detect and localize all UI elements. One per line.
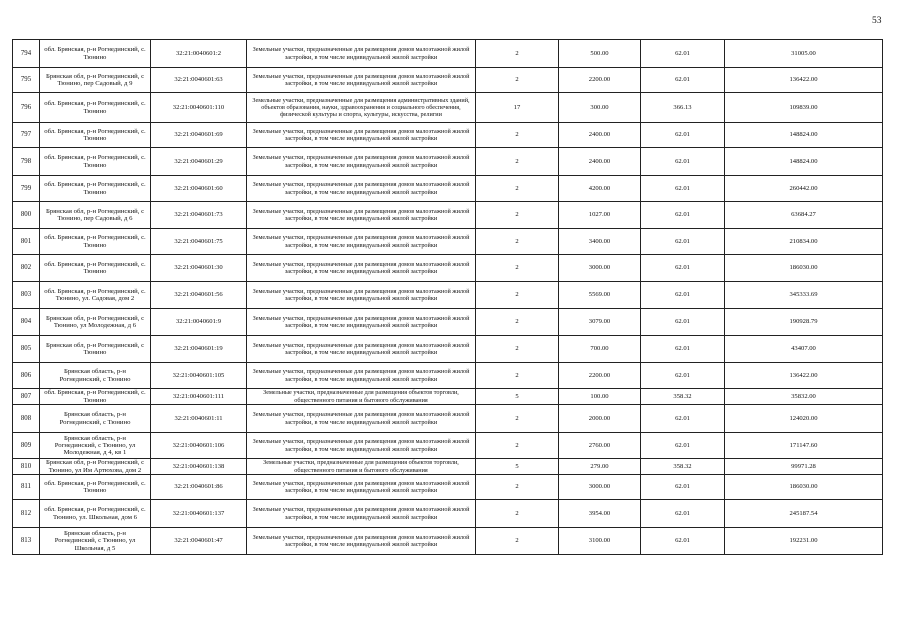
specific-value-cell: 62.01	[641, 309, 725, 336]
land-use-cell: Земельные участки, предназначенные для размещения домов малоэтажной жилой застройки, в том числе индивидуальной жилой застройки	[247, 475, 476, 500]
area-cell: 2400.00	[559, 148, 641, 176]
row-number: 795	[13, 68, 40, 93]
group-cell: 2	[476, 255, 559, 282]
cadastral-value-cell: 35832.00	[725, 389, 883, 405]
cadastral-number-cell: 32:21:0040601:60	[151, 176, 247, 202]
area-cell: 3400.00	[559, 229, 641, 255]
cadastral-value-cell: 260442.00	[725, 176, 883, 202]
group-cell: 2	[476, 433, 559, 459]
address-cell: обл. Брянская, р-н Рогнединский, с. Тюнино, ул. Садовая, дом 2	[40, 282, 151, 309]
group-cell: 2	[476, 405, 559, 433]
table-row	[13, 40, 883, 68]
address-cell: Брянская обл, р-н Рогнединский, с Тюнино, пер Садовый, д 9	[40, 68, 151, 93]
table-row	[13, 148, 883, 176]
address-cell: обл. Брянская, р-н Рогнединский, с. Тюнино	[40, 148, 151, 176]
area-cell: 3954.00	[559, 500, 641, 528]
row-number: 804	[13, 309, 40, 336]
group-cell: 2	[476, 282, 559, 309]
cadastral-value-cell: 171147.60	[725, 433, 883, 459]
row-number: 812	[13, 500, 40, 528]
cadastral-value-cell: 63684.27	[725, 202, 883, 229]
address-cell: Брянская область, р-н Рогнединский, с Тюнино	[40, 363, 151, 389]
address-cell: обл. Брянская, р-н Рогнединский, с. Тюнино	[40, 93, 151, 123]
table-row	[13, 459, 883, 475]
row-number: 794	[13, 40, 40, 68]
area-cell: 700.00	[559, 336, 641, 363]
table-row	[13, 433, 883, 459]
specific-value-cell: 62.01	[641, 68, 725, 93]
address-cell: обл. Брянская, р-н Рогнединский, с. Тюнино	[40, 176, 151, 202]
specific-value-cell: 366.13	[641, 93, 725, 123]
land-use-cell: Земельные участки, предназначенные для размещения домов малоэтажной жилой застройки, в том числе индивидуальной жилой застройки	[247, 433, 476, 459]
row-number: 813	[13, 528, 40, 555]
area-cell: 1027.00	[559, 202, 641, 229]
land-use-cell: Земельные участки, предназначенные для размещения объектов торговли, общественного питания и бытового обслуживания	[247, 459, 476, 475]
specific-value-cell: 358.32	[641, 389, 725, 405]
area-cell: 3079.00	[559, 309, 641, 336]
area-cell: 3100.00	[559, 528, 641, 555]
address-cell: Брянская область, р-н Рогнединский, с Тюнино	[40, 405, 151, 433]
cadastral-value-cell: 345333.69	[725, 282, 883, 309]
table-row	[13, 500, 883, 528]
group-cell: 2	[476, 528, 559, 555]
row-number: 797	[13, 123, 40, 148]
cadastral-value-cell: 109839.00	[725, 93, 883, 123]
row-number: 805	[13, 336, 40, 363]
row-number: 802	[13, 255, 40, 282]
address-cell: обл. Брянская, р-н Рогнединский, с. Тюнино	[40, 255, 151, 282]
table-row	[13, 68, 883, 93]
cadastral-number-cell: 32:21:0040601:86	[151, 475, 247, 500]
row-number: 798	[13, 148, 40, 176]
land-use-cell: Земельные участки, предназначенные для размещения домов малоэтажной жилой застройки, в том числе индивидуальной жилой застройки	[247, 363, 476, 389]
area-cell: 4200.00	[559, 176, 641, 202]
specific-value-cell: 62.01	[641, 176, 725, 202]
cadastral-number-cell: 32:21:0040601:56	[151, 282, 247, 309]
cadastral-number-cell: 32:21:0040601:11	[151, 405, 247, 433]
group-cell: 17	[476, 93, 559, 123]
table-row	[13, 123, 883, 148]
land-use-cell: Земельные участки, предназначенные для размещения домов малоэтажной жилой застройки, в том числе индивидуальной жилой застройки	[247, 202, 476, 229]
group-cell: 2	[476, 309, 559, 336]
row-number: 807	[13, 389, 40, 405]
cadastral-number-cell: 32:21:0040601:69	[151, 123, 247, 148]
specific-value-cell: 62.01	[641, 405, 725, 433]
address-cell: Брянская обл, р-н Рогнединский, с Тюнино, ул Им Артюхова, дом 2	[40, 459, 151, 475]
table-body	[13, 40, 883, 555]
row-number: 800	[13, 202, 40, 229]
specific-value-cell: 62.01	[641, 433, 725, 459]
group-cell: 2	[476, 68, 559, 93]
group-cell: 2	[476, 123, 559, 148]
address-cell: обл. Брянская, р-н Рогнединский, с. Тюнино	[40, 229, 151, 255]
cadastral-number-cell: 32:21:0040601:47	[151, 528, 247, 555]
cadastral-number-cell: 32:21:0040601:111	[151, 389, 247, 405]
cadastral-value-cell: 136422.00	[725, 363, 883, 389]
specific-value-cell: 62.01	[641, 148, 725, 176]
cadastral-number-cell: 32:21:0040601:2	[151, 40, 247, 68]
specific-value-cell: 62.01	[641, 202, 725, 229]
row-number: 803	[13, 282, 40, 309]
cadastral-number-cell: 32:21:0040601:73	[151, 202, 247, 229]
cadastral-number-cell: 32:21:0040601:29	[151, 148, 247, 176]
cadastral-number-cell: 32:21:0040601:110	[151, 93, 247, 123]
group-cell: 5	[476, 389, 559, 405]
table-row	[13, 528, 883, 555]
specific-value-cell: 62.01	[641, 40, 725, 68]
group-cell: 2	[476, 500, 559, 528]
cadastral-number-cell: 32:21:0040601:9	[151, 309, 247, 336]
specific-value-cell: 62.01	[641, 255, 725, 282]
land-use-cell: Земельные участки, предназначенные для размещения домов малоэтажной жилой застройки, в том числе индивидуальной жилой застройки	[247, 40, 476, 68]
cadastral-value-cell: 43407.00	[725, 336, 883, 363]
specific-value-cell: 62.01	[641, 282, 725, 309]
specific-value-cell: 62.01	[641, 528, 725, 555]
table-row	[13, 202, 883, 229]
group-cell: 2	[476, 336, 559, 363]
address-cell: Брянская обл, р-н Рогнединский, с Тюнино, пер Садовый, д 6	[40, 202, 151, 229]
area-cell: 5569.00	[559, 282, 641, 309]
table-row	[13, 363, 883, 389]
row-number: 810	[13, 459, 40, 475]
group-cell: 5	[476, 459, 559, 475]
address-cell: обл. Брянская, р-н Рогнединский, с. Тюнино	[40, 389, 151, 405]
area-cell: 100.00	[559, 389, 641, 405]
group-cell: 2	[476, 148, 559, 176]
land-use-cell: Земельные участки, предназначенные для размещения домов малоэтажной жилой застройки, в том числе индивидуальной жилой застройки	[247, 282, 476, 309]
land-use-cell: Земельные участки, предназначенные для размещения домов малоэтажной жилой застройки, в том числе индивидуальной жилой застройки	[247, 528, 476, 555]
cadastral-number-cell: 32:21:0040601:138	[151, 459, 247, 475]
land-use-cell: Земельные участки, предназначенные для размещения объектов торговли, общественного питания и бытового обслуживания	[247, 389, 476, 405]
group-cell: 2	[476, 363, 559, 389]
cadastral-number-cell: 32:21:0040601:30	[151, 255, 247, 282]
area-cell: 3000.00	[559, 255, 641, 282]
table-row	[13, 475, 883, 500]
address-cell: обл. Брянская, р-н Рогнединский, с. Тюнино, ул. Школьная, дом 6	[40, 500, 151, 528]
cadastral-value-cell: 192231.00	[725, 528, 883, 555]
address-cell: обл. Брянская, р-н Рогнединский, с. Тюнино	[40, 40, 151, 68]
land-use-cell: Земельные участки, предназначенные для размещения домов малоэтажной жилой застройки, в том числе индивидуальной жилой застройки	[247, 229, 476, 255]
cadastral-number-cell: 32:21:0040601:19	[151, 336, 247, 363]
table-row	[13, 405, 883, 433]
row-number: 809	[13, 433, 40, 459]
specific-value-cell: 62.01	[641, 229, 725, 255]
area-cell: 3000.00	[559, 475, 641, 500]
row-number: 811	[13, 475, 40, 500]
area-cell: 300.00	[559, 93, 641, 123]
area-cell: 2200.00	[559, 68, 641, 93]
specific-value-cell: 358.32	[641, 459, 725, 475]
address-cell: обл. Брянская, р-н Рогнединский, с. Тюнино	[40, 123, 151, 148]
cadastral-value-cell: 186030.00	[725, 255, 883, 282]
cadastral-value-cell: 210834.00	[725, 229, 883, 255]
address-cell: Брянская область, р-н Рогнединский, с Тюнино, ул Школьная, д 5	[40, 528, 151, 555]
area-cell: 500.00	[559, 40, 641, 68]
land-use-cell: Земельные участки, предназначенные для размещения домов малоэтажной жилой застройки, в том числе индивидуальной жилой застройки	[247, 336, 476, 363]
address-cell: Брянская область, р-н Рогнединский, с Тюнино, ул Молодежная, д 4, кв 1	[40, 433, 151, 459]
cadastral-number-cell: 32:21:0040601:63	[151, 68, 247, 93]
land-plots-table	[12, 39, 883, 555]
cadastral-value-cell: 31005.00	[725, 40, 883, 68]
row-number: 799	[13, 176, 40, 202]
row-number: 796	[13, 93, 40, 123]
table-row	[13, 93, 883, 123]
area-cell: 2760.00	[559, 433, 641, 459]
area-cell: 2400.00	[559, 123, 641, 148]
cadastral-value-cell: 148824.00	[725, 123, 883, 148]
cadastral-number-cell: 32:21:0040601:137	[151, 500, 247, 528]
cadastral-number-cell: 32:21:0040601:106	[151, 433, 247, 459]
row-number: 801	[13, 229, 40, 255]
table-row	[13, 309, 883, 336]
cadastral-value-cell: 190928.79	[725, 309, 883, 336]
group-cell: 2	[476, 40, 559, 68]
table-row	[13, 229, 883, 255]
table-row	[13, 282, 883, 309]
cadastral-number-cell: 32:21:0040601:105	[151, 363, 247, 389]
cadastral-value-cell: 136422.00	[725, 68, 883, 93]
cadastral-number-cell: 32:21:0040601:75	[151, 229, 247, 255]
specific-value-cell: 62.01	[641, 123, 725, 148]
land-use-cell: Земельные участки, предназначенные для размещения домов малоэтажной жилой застройки, в том числе индивидуальной жилой застройки	[247, 148, 476, 176]
group-cell: 2	[476, 176, 559, 202]
cadastral-value-cell: 186030.00	[725, 475, 883, 500]
table-row	[13, 255, 883, 282]
table-row	[13, 389, 883, 405]
land-use-cell: Земельные участки, предназначенные для размещения домов малоэтажной жилой застройки, в том числе индивидуальной жилой застройки	[247, 500, 476, 528]
land-use-cell: Земельные участки, предназначенные для размещения домов малоэтажной жилой застройки, в том числе индивидуальной жилой застройки	[247, 176, 476, 202]
table-row	[13, 336, 883, 363]
cadastral-value-cell: 99971.28	[725, 459, 883, 475]
land-use-cell: Земельные участки, предназначенные для размещения домов малоэтажной жилой застройки, в том числе индивидуальной жилой застройки	[247, 123, 476, 148]
cadastral-value-cell: 245187.54	[725, 500, 883, 528]
specific-value-cell: 62.01	[641, 500, 725, 528]
land-use-cell: Земельные участки, предназначенные для размещения домов малоэтажной жилой застройки, в том числе индивидуальной жилой застройки	[247, 255, 476, 282]
specific-value-cell: 62.01	[641, 363, 725, 389]
group-cell: 2	[476, 229, 559, 255]
land-use-cell: Земельные участки, предназначенные для размещения домов малоэтажной жилой застройки, в том числе индивидуальной жилой застройки	[247, 309, 476, 336]
address-cell: Брянская обл, р-н Рогнединский, с Тюнино, ул Молодежная, д 6	[40, 309, 151, 336]
group-cell: 2	[476, 475, 559, 500]
cadastral-value-cell: 148824.00	[725, 148, 883, 176]
specific-value-cell: 62.01	[641, 336, 725, 363]
cadastral-value-cell: 124020.00	[725, 405, 883, 433]
specific-value-cell: 62.01	[641, 475, 725, 500]
area-cell: 2200.00	[559, 363, 641, 389]
address-cell: Брянская обл, р-н Рогнединский, с Тюнино	[40, 336, 151, 363]
land-use-cell: Земельные участки, предназначенные для размещения домов малоэтажной жилой застройки, в том числе индивидуальной жилой застройки	[247, 405, 476, 433]
table-row	[13, 176, 883, 202]
page-number: 53	[872, 16, 882, 26]
row-number: 806	[13, 363, 40, 389]
area-cell: 2000.00	[559, 405, 641, 433]
row-number: 808	[13, 405, 40, 433]
land-use-cell: Земельные участки, предназначенные для размещения домов малоэтажной жилой застройки, в том числе индивидуальной жилой застройки	[247, 68, 476, 93]
address-cell: обл. Брянская, р-н Рогнединский, с. Тюнино	[40, 475, 151, 500]
group-cell: 2	[476, 202, 559, 229]
area-cell: 279.00	[559, 459, 641, 475]
land-use-cell: Земельные участки, предназначенные для размещения административных зданий, объектов образования, науки, здравоохранения и социального обеспечения, физической культуры и спорта, культуры, искусства, религии	[247, 93, 476, 123]
